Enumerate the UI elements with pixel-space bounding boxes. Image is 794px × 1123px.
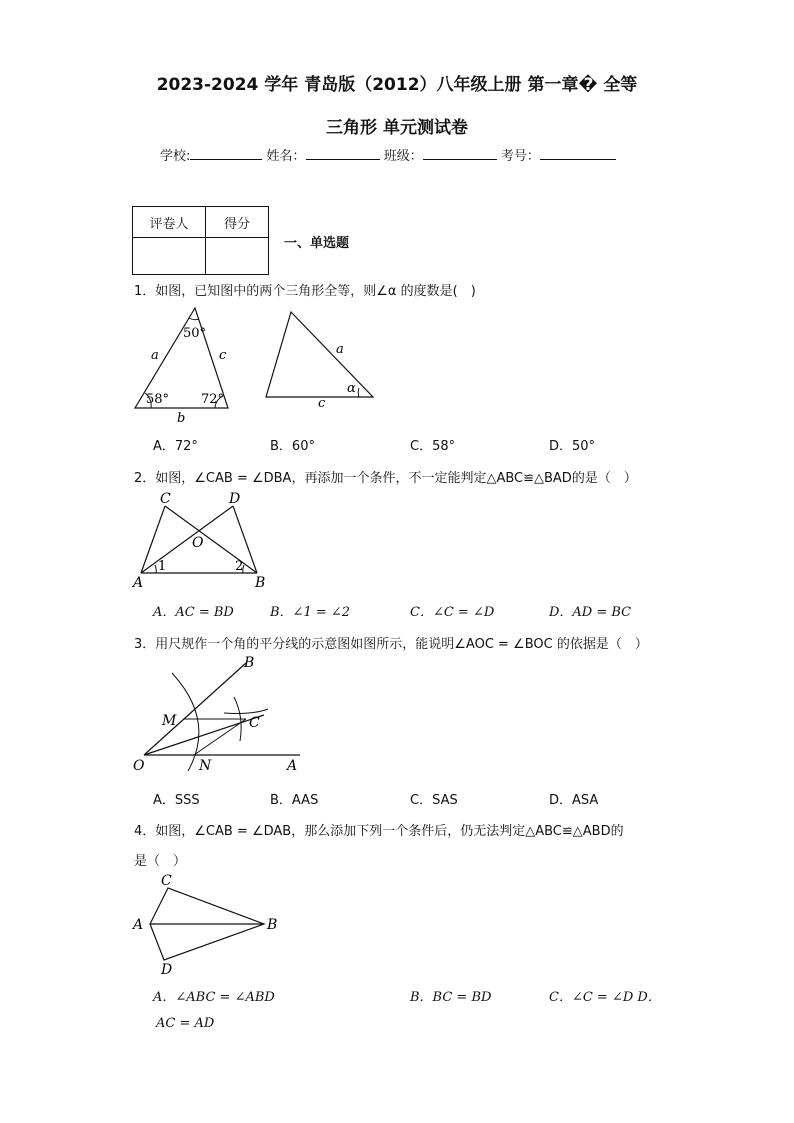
point-c-label: C [249, 715, 260, 731]
question-4-stem-line2: 是（ ） [134, 854, 187, 869]
point-c-label: C [160, 491, 171, 507]
angle-50-label: 50° [183, 326, 207, 341]
name-label: 姓名： [266, 149, 306, 164]
point-a-label: A [133, 917, 144, 933]
score-header: 得分 [206, 207, 269, 238]
point-c-label: C [161, 873, 172, 889]
question-4-option-b[interactable]: B．BC = BD [410, 990, 492, 1005]
point-b-label: B [267, 917, 278, 933]
page-title-line1: 2023-2024 学年 青岛版（2012）八年级上册 第一章� 全等 [156, 75, 638, 95]
question-4-option-d[interactable]: AC = AD [156, 1016, 215, 1031]
question-2-stem: 2．如图，∠CAB = ∠DBA，再添加一个条件，不一定能判定△ABC≌△BAD的是（ ） [134, 471, 637, 486]
angle-72-label: 72° [201, 392, 225, 407]
class-label: 班级： [383, 149, 423, 164]
question-4-figure [128, 870, 288, 980]
page-title-line2: 三角形 单元测试卷 [326, 118, 468, 138]
side-c-label: c [219, 348, 227, 363]
question-1-option-b[interactable]: B．60° [270, 439, 315, 454]
question-2-option-c[interactable]: C．∠C = ∠D [410, 605, 495, 620]
section-title: 一、单选题 [284, 236, 350, 251]
question-3-figure [128, 653, 308, 778]
point-o-label: O [133, 758, 145, 774]
question-2-option-a[interactable]: A．AC = BD [153, 605, 234, 620]
point-d-label: D [161, 962, 173, 978]
student-info-row [160, 145, 616, 164]
exam-no-field[interactable] [540, 145, 616, 160]
exam-no-label: 考号： [500, 149, 540, 164]
point-o-label: O [192, 535, 204, 551]
score-table [132, 206, 269, 275]
point-a-label: A [287, 758, 298, 774]
question-4-stem-line1: 4．如图，∠CAB = ∠DAB，那么添加下列一个条件后，仍无法判定△ABC≌△ABD的 [134, 824, 624, 839]
angle-2-label: 2 [235, 559, 244, 574]
question-2-figure [128, 488, 278, 590]
side-a2-label: a [336, 342, 344, 357]
side-b-label: b [177, 411, 186, 426]
question-4-option-c[interactable]: C．∠C = ∠D D． [549, 990, 661, 1005]
question-1-stem: 1．如图，已知图中的两个三角形全等，则∠α 的度数是( ) [134, 284, 476, 299]
point-a-label: A [133, 575, 144, 590]
point-b-label: B [244, 655, 255, 671]
question-1-option-a[interactable]: A．72° [153, 439, 198, 454]
name-field[interactable] [306, 145, 380, 160]
question-3-option-b[interactable]: B．AAS [270, 793, 319, 808]
class-field[interactable] [423, 145, 497, 160]
alpha-label: α [347, 381, 356, 396]
reviewer-header: 评卷人 [133, 207, 206, 238]
question-3-option-d[interactable]: D．ASA [549, 793, 599, 808]
angle-1-label: 1 [158, 559, 167, 574]
question-1-figure [125, 300, 385, 430]
school-field[interactable] [190, 145, 262, 160]
question-2-option-b[interactable]: B．∠1 = ∠2 [270, 605, 351, 620]
triangle-1 [135, 308, 228, 426]
reviewer-cell[interactable] [133, 238, 206, 275]
question-2-option-d[interactable]: D．AD = BC [549, 605, 632, 620]
angle-58-label: 58° [146, 392, 170, 407]
question-1-option-d[interactable]: D．50° [549, 439, 596, 454]
question-3-option-c[interactable]: C．SAS [410, 793, 458, 808]
point-d-label: D [229, 491, 241, 507]
side-a-label: a [151, 348, 159, 363]
question-3-option-a[interactable]: A．SSS [153, 793, 200, 808]
triangle-2 [266, 312, 373, 411]
point-n-label: N [199, 758, 212, 774]
point-b-label: B [255, 575, 266, 590]
school-label: 学校: [160, 149, 191, 164]
question-4-option-a[interactable]: A．∠ABC = ∠ABD [153, 990, 275, 1005]
question-1-option-c[interactable]: C．58° [410, 439, 456, 454]
side-c2-label: c [318, 396, 326, 411]
question-3-stem: 3．用尺规作一个角的平分线的示意图如图所示，能说明∠AOC = ∠BOC 的依据是（ ） [134, 637, 648, 652]
point-m-label: M [162, 713, 177, 729]
score-cell[interactable] [206, 238, 269, 275]
